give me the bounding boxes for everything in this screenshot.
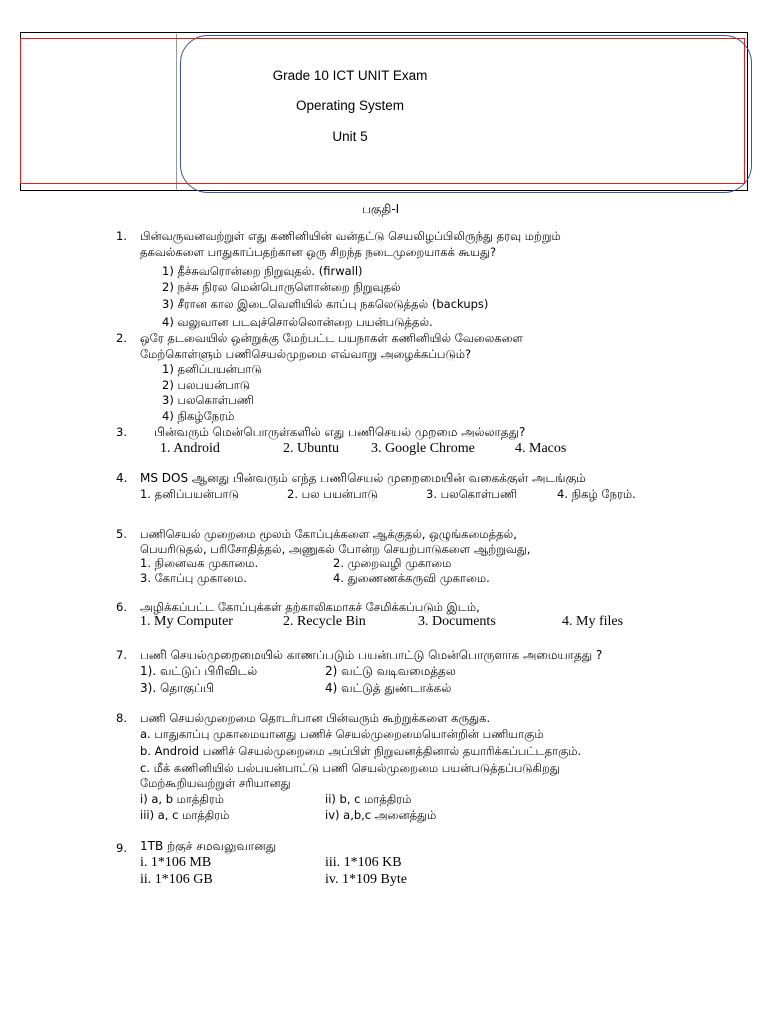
q5-text-line2: பெயரிடுதல், பரிசோதித்தல், அணுகல் போன்ற செயற்பாடுகளை ஆற்றுவது, <box>140 542 531 556</box>
q1-text-line1: பின்வருவனவற்றுள் எது கணினியின் வன்தட்டு செயலிழப்பிலிருந்து தரவு மற்றும் <box>140 229 561 243</box>
q7-text: பணி செயல்முறைமையில் காணப்படும் பயன்பாட்டு மென்பொருளாக அமையாதது ? <box>140 648 603 662</box>
q9-option-1: i. 1*106 MB <box>140 855 212 870</box>
q8-option-3: iii) a, c மாத்திரம் <box>140 808 230 822</box>
q5-option-1: 1. நினைவக முகாமை. <box>140 556 259 570</box>
q7-option-3: 3). தொகுப்பி <box>140 681 214 695</box>
q6-number: 6. <box>116 600 127 614</box>
q9-option-4: iv. 1*109 Byte <box>325 872 407 887</box>
q1-number: 1. <box>116 229 127 243</box>
q8-prompt: மேற்கூறியவற்றுள் சரியானது <box>140 776 291 790</box>
q9-text: 1TB ற்குச் சமவலுவானது <box>140 839 277 853</box>
q5-option-2: 2. முறைவழி முகாமை <box>333 556 452 570</box>
q3-number: 3. <box>116 425 127 439</box>
q8-number: 8. <box>116 711 127 725</box>
q8-option-1: i) a, b மாத்திரம் <box>140 792 225 806</box>
q5-option-3: 3. கோப்பு முகாமை. <box>140 571 247 585</box>
q6-option-2: 2. Recycle Bin <box>283 614 366 629</box>
exam-title: Grade 10 ICT UNIT Exam <box>272 68 428 83</box>
q3-option-4: 4. Macos <box>515 441 567 456</box>
q1-option-3: 3) சீரான கால இடைவெளியில் காப்பு நகலெடுத்தல் (backups) <box>162 297 489 311</box>
q8-text: பணி செயல்முறைமை தொடர்பான பின்வரும் கூற்றுக்களை கருதுக. <box>140 711 491 725</box>
exam-subject: Operating System <box>295 98 405 113</box>
q4-option-3: 3. பலகொள்பணி <box>426 487 518 501</box>
q5-option-4: 4. துணைணக்கருவி முகாமை. <box>333 571 490 585</box>
q5-number: 5. <box>116 527 127 541</box>
q7-number: 7. <box>116 648 127 662</box>
q4-option-4: 4. நிகழ் நேரம். <box>557 487 636 501</box>
q6-text: அழிக்கப்பட்ட கோப்புக்கள் தற்காலிகமாகச் சேமிக்கப்படும் இடம், <box>140 600 480 614</box>
q2-text-line2: மேற்கொள்ளும் பணிசெயல்முறமை எவ்வாறு அழைக்கப்படும்? <box>140 347 472 361</box>
q9-option-3: ii. 1*106 GB <box>140 872 213 887</box>
q9-number: 9. <box>116 841 127 855</box>
q3-text: பின்வரும் மென்பொருள்களில் எது பணிசெயல் முறமை அல்லாதது? <box>154 425 526 439</box>
q4-option-1: 1. தனிப்பயன்பாடு <box>140 487 239 501</box>
q5-text-line1: பணிசெயல் முறைமை மூலம் கோப்புக்களை ஆக்குதல், ஒழுங்கமைத்தல், <box>140 527 517 541</box>
q8-option-2: ii) b, c மாத்திரம் <box>325 792 412 806</box>
q8-statement-b: b. Android பணிச் செயல்முறைமை அப்பிள் நிறுவனத்தினால் தயாரிக்கப்பட்டதாகும். <box>140 744 582 758</box>
q9-option-2: iii. 1*106 KB <box>325 855 402 870</box>
q6-option-1: 1. My Computer <box>140 614 233 629</box>
q1-option-2: 2) நச்சு நிரல மென்பொருளொன்றை நிறுவுதல் <box>162 280 401 294</box>
q8-statement-a: a. பாதுகாப்பு முகாமையானது பணிச் செயல்முறைமையொன்றின் பணியாகும் <box>140 727 544 741</box>
q3-option-3: 3. Google Chrome <box>371 441 475 456</box>
q6-option-3: 3. Documents <box>418 614 496 629</box>
q8-statement-c: c. மீக் கணினியில் பல்பயன்பாட்டு பணி செயல்முறைமை பயன்படுத்தப்படுகிறது <box>140 761 560 775</box>
q7-option-4: 4) வட்டுத் துண்டாக்கல் <box>325 681 452 695</box>
q2-option-1: 1) தனிப்பயன்பாடு <box>162 362 262 376</box>
q2-option-3: 3) பலகொள்பணி <box>162 393 254 407</box>
q2-text-line1: ஒரே தடவையில் ஒன்றுக்கு மேற்பட்ட பயநாகள் கணினியில் வேலைகளை <box>140 331 523 345</box>
q3-option-2: 2. Ubuntu <box>283 441 339 456</box>
section-title: பகுதி-I <box>362 202 400 216</box>
q4-option-2: 2. பல பயன்பாடு <box>287 487 378 501</box>
q2-option-4: 4) நிகழ்நேரம் <box>162 409 235 423</box>
q6-option-4: 4. My files <box>562 614 624 629</box>
q4-number: 4. <box>116 471 128 485</box>
q2-option-2: 2) பலபயன்பாடு <box>162 378 250 392</box>
q7-option-1: 1). வட்டுப் பிரிவிடல் <box>140 664 258 678</box>
q3-option-1: 1. Android <box>160 441 220 456</box>
q1-option-1: 1) தீச்சுவரொன்றை நிறுவுதல். (firwall) <box>162 264 363 278</box>
q1-option-4: 4) வலுவான படவுச்சொல்லொன்றை பயன்படுத்தல். <box>162 315 433 329</box>
q7-option-2: 2) வட்டு வடிவமைத்தல <box>325 664 456 678</box>
q2-number: 2. <box>116 331 127 345</box>
exam-unit: Unit 5 <box>332 129 368 144</box>
q8-option-4: iv) a,b,c அனைத்தும் <box>325 808 437 822</box>
q1-text-line2: தகவல்களை பாதுகாப்பதற்கான ஒரு சிறந்த நடைமுறையாகக் கூயது? <box>140 245 497 259</box>
q4-text: MS DOS ஆனது பின்வரும் எந்த பணிசெயல் முறைமையின் வகைக்குள் அடங்கும் <box>140 471 586 485</box>
